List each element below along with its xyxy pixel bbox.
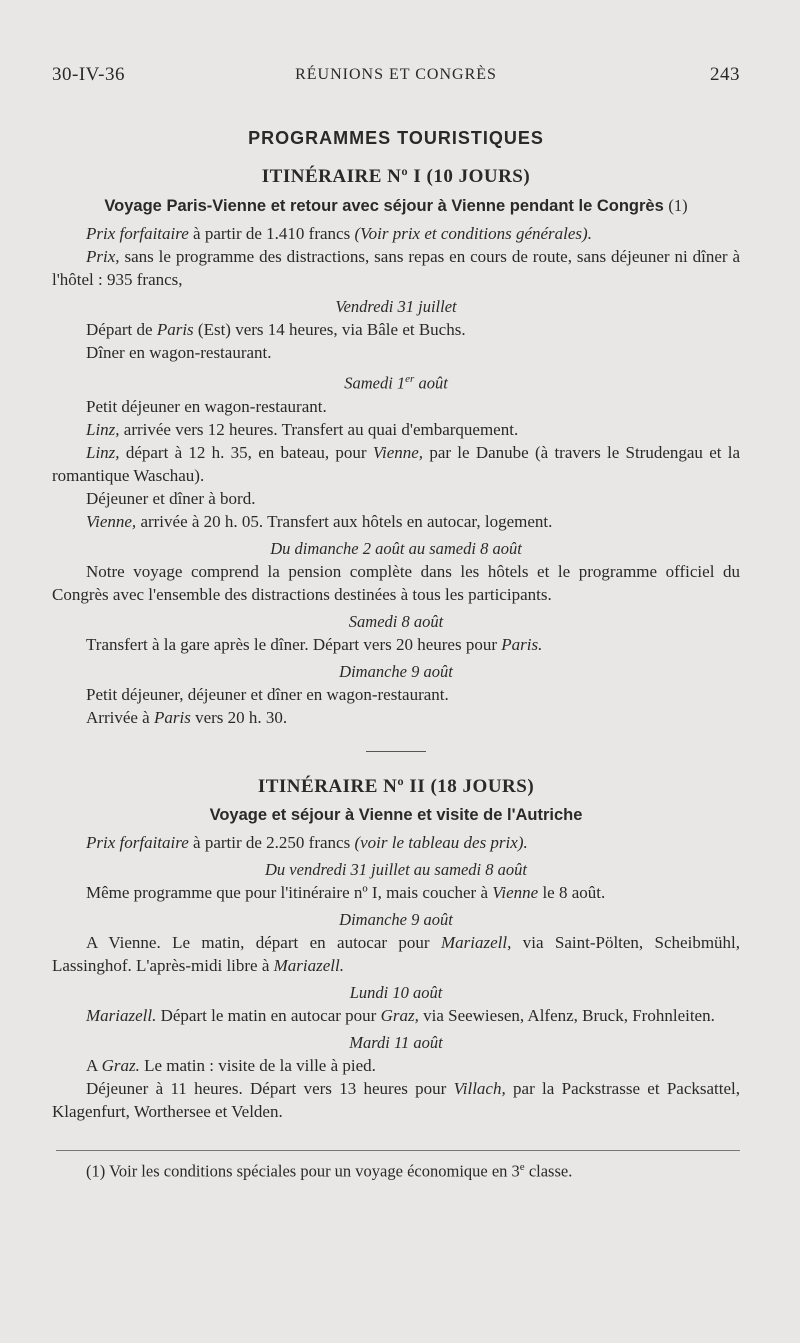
- paragraph: A Graz. Le matin : visite de la ville à pied.: [86, 1055, 376, 1075]
- paragraph: Notre voyage comprend la pension complète dans les hôtels et le programme officiel du Congrès avec l'ensemble des distractions destinées à tous les participants.: [52, 561, 740, 604]
- itinerary-1-price-2: Prix, sans le programme des distractions, sans repas en cours de route, sans déjeuner ni dîner à l'hôtel : 935 francs,: [52, 247, 741, 289]
- paragraph: Mariazell. Départ le matin en autocar pour Graz, via Seewiesen, Alfenz, Bruck, Frohnleiten.: [86, 1005, 715, 1025]
- page-number: 243: [710, 64, 740, 85]
- itinerary-2-price: Prix forfaitaire à partir de 2.250 francs (voir le tableau des prix).: [86, 832, 528, 852]
- paragraph: Linz, arrivée vers 12 heures. Transfert au quai d'embarquement.: [86, 419, 519, 439]
- paragraph: Même programme que pour l'itinéraire nº I, mais coucher à Vienne le 8 août.: [86, 882, 606, 902]
- footnote-divider: [56, 1150, 740, 1151]
- paragraph: Vienne, arrivée à 20 h. 05. Transfert aux hôtels en autocar, logement.: [86, 511, 553, 531]
- header-section: RÉUNIONS ET CONGRÈS: [295, 66, 497, 83]
- day-heading: Dimanche 9 août: [339, 909, 453, 929]
- header-date: 30-IV-36: [52, 64, 125, 85]
- day-heading: Samedi 1er août: [344, 373, 448, 393]
- day-heading: Mardi 11 août: [349, 1032, 443, 1052]
- itinerary-2-title: ITINÉRAIRE Nº II (18 JOURS): [257, 775, 535, 797]
- day-heading: Du dimanche 2 août au samedi 8 août: [270, 538, 522, 558]
- page-title: PROGRAMMES TOURISTIQUES: [248, 128, 544, 148]
- footnote: (1) Voir les conditions spéciales pour un voyage économique en 3e classe.: [86, 1161, 573, 1181]
- itinerary-1-subtitle: Voyage Paris-Vienne et retour avec séjour à Vienne pendant le Congrès (1): [104, 196, 688, 215]
- section-divider: [366, 751, 426, 752]
- paragraph: Départ de Paris (Est) vers 14 heures, via Bâle et Buchs.: [86, 320, 466, 339]
- paragraph: Transfert à la gare après le dîner. Départ vers 20 heures pour Paris.: [86, 634, 543, 654]
- itinerary-1-title: ITINÉRAIRE Nº I (10 JOURS): [261, 166, 531, 187]
- paragraph: A Vienne. Le matin, départ en autocar pour Mariazell, via Saint-Pölten, Scheibmühl, Lassinghof. L'après-midi libre à Mariazell.: [52, 932, 741, 975]
- day-heading: Vendredi 31 juillet: [335, 297, 457, 316]
- itinerary-2-subtitle: Voyage et séjour à Vienne et visite de l'Autriche: [209, 805, 583, 824]
- day-heading: Dimanche 9 août: [339, 661, 453, 681]
- paragraph: Linz, départ à 12 h. 35, en bateau, pour Vienne, par le Danube (à travers le Strudengau et la romantique Waschau).: [52, 442, 741, 485]
- paragraph: Déjeuner à 11 heures. Départ vers 13 heures pour Villach, par la Packstrasse et Packsattel, Klagenfurt, Worthersee et Velden.: [52, 1078, 741, 1121]
- content: [52, 128, 740, 1123]
- paragraph: Petit déjeuner en wagon-restaurant.: [86, 396, 327, 416]
- paragraph: Petit déjeuner, déjeuner et dîner en wagon-restaurant.: [86, 684, 449, 704]
- paragraph: Dîner en wagon-restaurant.: [86, 343, 272, 362]
- footnote-ref: (1): [668, 196, 688, 215]
- day-heading: Lundi 10 août: [349, 982, 443, 1002]
- day-heading: Du vendredi 31 juillet au samedi 8 août: [265, 859, 527, 879]
- day-heading: Samedi 8 août: [348, 611, 444, 631]
- paragraph: Arrivée à Paris vers 20 h. 30.: [86, 707, 288, 727]
- paragraph: Déjeuner et dîner à bord.: [86, 488, 256, 508]
- itinerary-1-price: Prix forfaitaire à partir de 1.410 francs (Voir prix et conditions générales).: [86, 224, 592, 243]
